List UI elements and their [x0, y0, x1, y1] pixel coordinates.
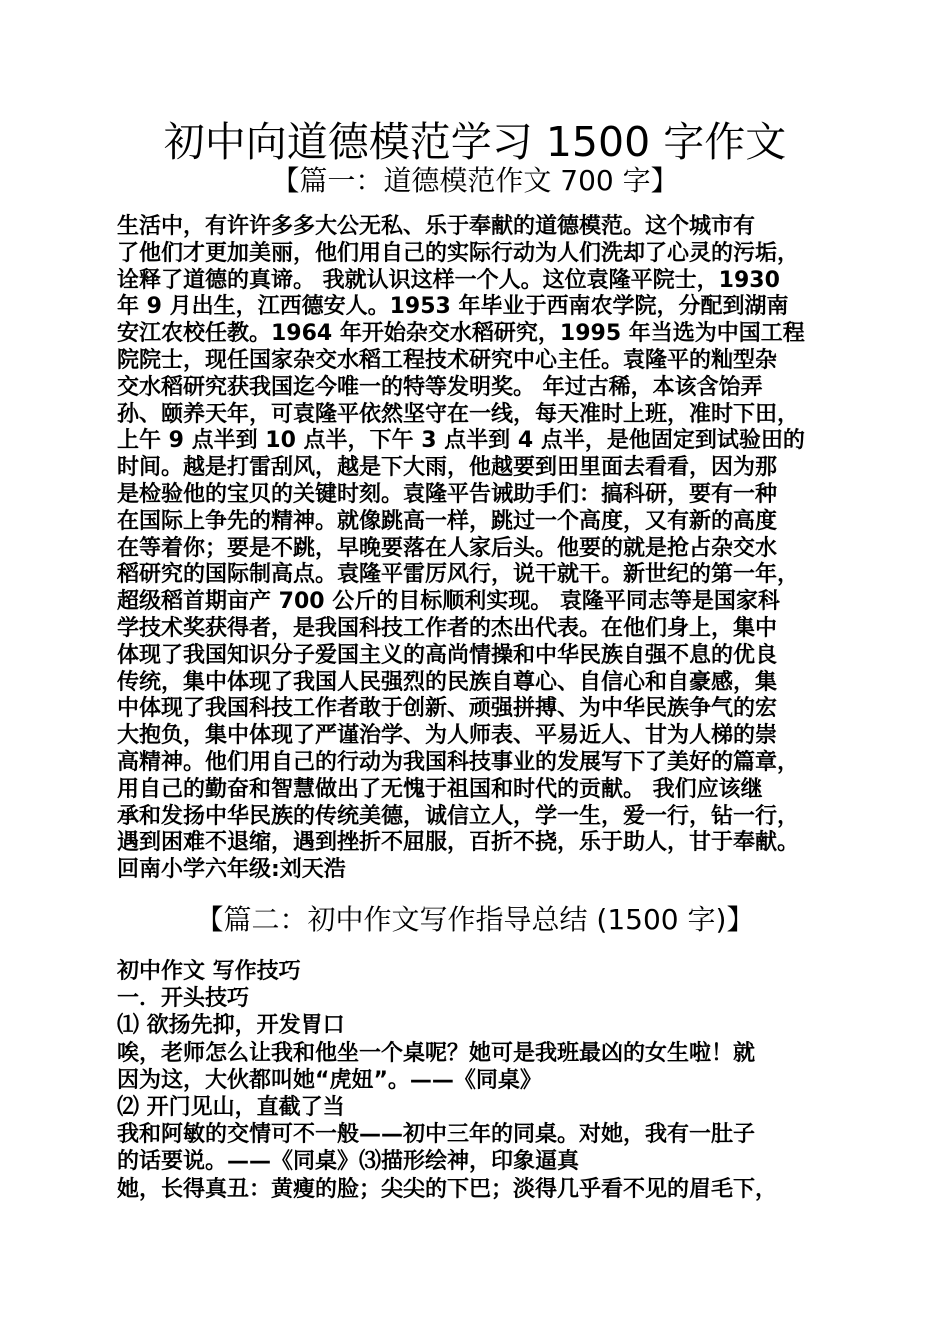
document-title: 初中向道德模范学习 1500 字作文 [163, 118, 787, 166]
text-line: 大抱负，集中体现了严谨治学、为人师表、平易近人、甘为人梯的崇 [117, 723, 778, 749]
text-line: 安江农校任教。1964 年开始杂交水稻研究，1995 年当选为中国工程 [117, 321, 805, 347]
text-line: ⑵ 开门见山，直截了当 [117, 1095, 345, 1121]
text-line: 一．开头技巧 [117, 986, 250, 1012]
text-line: 用自己的勤奋和智慧做出了无愧于祖国和时代的贡献。 我们应该继 [117, 776, 763, 802]
text-line: 中体现了我国科技工作者敢于创新、顽强拼搏、为中华民族争气的宏 [117, 696, 778, 722]
text-line: 遇到困难不退缩，遇到挫折不屈服，百折不挠，乐于助人，甘于奉献。 [117, 830, 800, 856]
text-line: ⑴ 欲扬先抑，开发胃口 [117, 1013, 345, 1039]
text-line: 初中作文 写作技巧 [117, 959, 301, 984]
text-line: 稻研究的国际制高点。袁隆平雷厉风行，说干就干。新世纪的第一年， [117, 562, 800, 588]
text-line: 上午 9 点半到 10 点半，下午 3 点半到 4 点半，是他固定到试验田的 [117, 428, 805, 454]
text-line: 高精神。他们用自己的行动为我国科技事业的发展写下了美好的篇章， [117, 749, 800, 775]
section1-body [117, 214, 845, 884]
text-line: 学技术奖获得者，是我国科技工作者的杰出代表。在他们身上，集中 [117, 615, 778, 641]
text-line: 时间。越是打雷刮风，越是下大雨，他越要到田里面去看看，因为那 [117, 455, 778, 481]
text-line: 体现了我国知识分子爱国主义的高尚情操和中华民族自强不息的优良 [117, 642, 778, 668]
text-line: 诠释了道德的真谛。 我就认识这样一个人。这位袁隆平院士，1930 [117, 267, 780, 293]
text-line: 生活中，有许许多多大公无私、乐于奉献的道德模范。这个城市有 [117, 214, 756, 239]
text-line: 唉，老师怎么让我和他坐一个桌呢？她可是我班最凶的女生啦！就 [117, 1040, 756, 1066]
text-line: 的话要说。——《同桌》⑶描形绘神，印象逼真 [117, 1149, 580, 1175]
text-line: 在等着你；要是不跳，早晚要落在人家后头。他要的就是抢占杂交水 [117, 535, 778, 561]
section1-heading: 【篇一：道德模范作文 700 字】 [271, 164, 679, 197]
text-line: 年 9 月出生，江西德安人。1953 年毕业于西南农学院，分配到湖南 [117, 294, 789, 320]
text-line: 了他们才更加美丽，他们用自己的实际行动为人们洗却了心灵的污垢， [117, 240, 800, 266]
text-line: 我和阿敏的交情可不一般——初中三年的同桌。对她，我有一肚子 [117, 1122, 756, 1148]
text-line: 在国际上争先的精神。就像跳高一样，跳过一个高度，又有新的高度 [117, 508, 778, 534]
text-line: 她，长得真丑：黄瘦的脸；尖尖的下巴；淡得几乎看不见的眉毛下， [117, 1176, 778, 1202]
text-line: 交水稻研究获我国迄今唯一的特等发明奖。 年过古稀，本该含饴弄 [117, 374, 763, 400]
text-line: 院院士，现任国家杂交水稻工程技术研究中心主任。袁隆平的籼型杂 [117, 347, 778, 373]
text-line: 因为这，大伙都叫她“虎妞”。——《同桌》 [117, 1067, 542, 1093]
text-line: 是检验他的宝贝的关键时刻。袁隆平告诫助手们：搞科研，要有一种 [117, 481, 778, 507]
section2-body [117, 958, 845, 1203]
text-line: 传统，集中体现了我国人民强烈的民族自尊心、自信心和自豪感，集 [117, 669, 778, 695]
text-line: 超级稻首期亩产 700 公斤的目标顺利实现。 袁隆平同志等是国家科 [117, 589, 780, 615]
text-line: 承和发扬中华民族的传统美德，诚信立人，学一生，爱一行，钻一行， [117, 803, 800, 829]
section2-heading: 【篇二：初中作文写作指导总结 (1500 字)】 [195, 903, 755, 936]
text-line: 孙、颐养天年，可袁隆平依然坚守在一线，每天准时上班，准时下田， [117, 401, 800, 427]
text-line: 回南小学六年级:刘天浩 [117, 857, 346, 883]
